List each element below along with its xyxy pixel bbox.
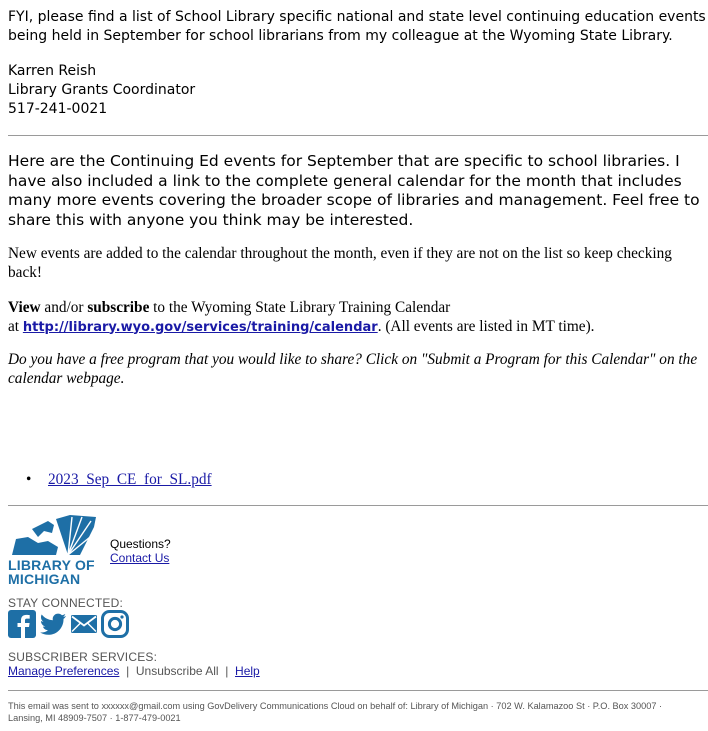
body-paragraph-2: New events are added to the calendar throughout the month, even if they are not on the list so keep checking back!: [8, 245, 672, 281]
divider: [8, 505, 708, 506]
logo-peninsula: [32, 521, 54, 537]
questions-block: [110, 537, 171, 565]
footer-text: This email was sent to xxxxxx@gmail.com using GovDelivery Communications Cloud on behalf of: Library of Michigan · 702 W. Kalamazoo St · P.O. Box 30007 · Lansing, MI 48909-7507 · 1-877-479-0021: [8, 701, 663, 723]
unsubscribe-all-text[interactable]: Unsubscribe All: [135, 664, 219, 678]
logo-line-2: MICHIGAN: [8, 571, 81, 587]
subscriber-services-label: SUBSCRIBER SERVICES:: [8, 650, 158, 664]
body-paragraph-3: [8, 299, 708, 337]
logo-base: [12, 537, 58, 555]
email-icon[interactable]: [70, 610, 98, 638]
subscriber-links: [8, 664, 260, 678]
attachment-link[interactable]: 2023_Sep_CE_for_SL.pdf: [48, 471, 212, 488]
social-icons: [8, 610, 129, 638]
signature-title: Library Grants Coordinator: [8, 82, 196, 98]
signature-name: Karren Reish: [8, 63, 97, 79]
attachment-list: [26, 470, 212, 489]
questions-label: Questions?: [110, 537, 171, 551]
calendar-text: to the Wyoming State Library Training Calendar: [149, 299, 451, 316]
divider: [8, 135, 708, 136]
facebook-icon[interactable]: [8, 610, 36, 638]
manage-preferences-link[interactable]: Manage Preferences: [8, 664, 120, 678]
list-bullet: •: [26, 471, 32, 488]
logo-line-1: LIBRARY OF: [8, 557, 95, 573]
stay-connected-label: STAY CONNECTED:: [8, 596, 124, 610]
calendar-link[interactable]: http://library.wyo.gov/services/training/calendar: [22, 319, 378, 335]
help-link[interactable]: Help: [235, 664, 260, 678]
view-text: View: [8, 299, 41, 316]
subscribe-text: subscribe: [87, 299, 150, 316]
logo-wordmark[interactable]: [8, 558, 108, 586]
body-paragraph-1: Here are the Continuing Ed events for September that are specific to school libraries. I have also included a link to the complete general calendar for the month that includes many more events covering the broader scope of libraries and management. Feel free to share this with anyone you think may be interested.: [8, 152, 700, 229]
mt-time-note: . (All events are listed in MT time).: [377, 317, 595, 335]
separator: |: [218, 664, 236, 678]
intro-text: FYI, please find a list of School Library specific national and state level continuing education events being held in September for school librarians from my colleague at the Wyoming State Library.: [8, 9, 706, 44]
divider: [8, 690, 708, 691]
at-text: at: [8, 317, 23, 335]
twitter-icon[interactable]: [39, 610, 67, 638]
contact-us-link[interactable]: Contact Us: [110, 551, 170, 565]
instagram-icon[interactable]: [101, 610, 129, 638]
andor-text: and/or: [40, 299, 88, 316]
separator: |: [119, 664, 136, 678]
body-paragraph-4: Do you have a free program that you would like to share? Click on "Submit a Program for this Calendar" on the calendar webpage.: [8, 351, 698, 387]
signature: [8, 62, 195, 119]
signature-phone: 517-241-0021: [8, 101, 108, 117]
